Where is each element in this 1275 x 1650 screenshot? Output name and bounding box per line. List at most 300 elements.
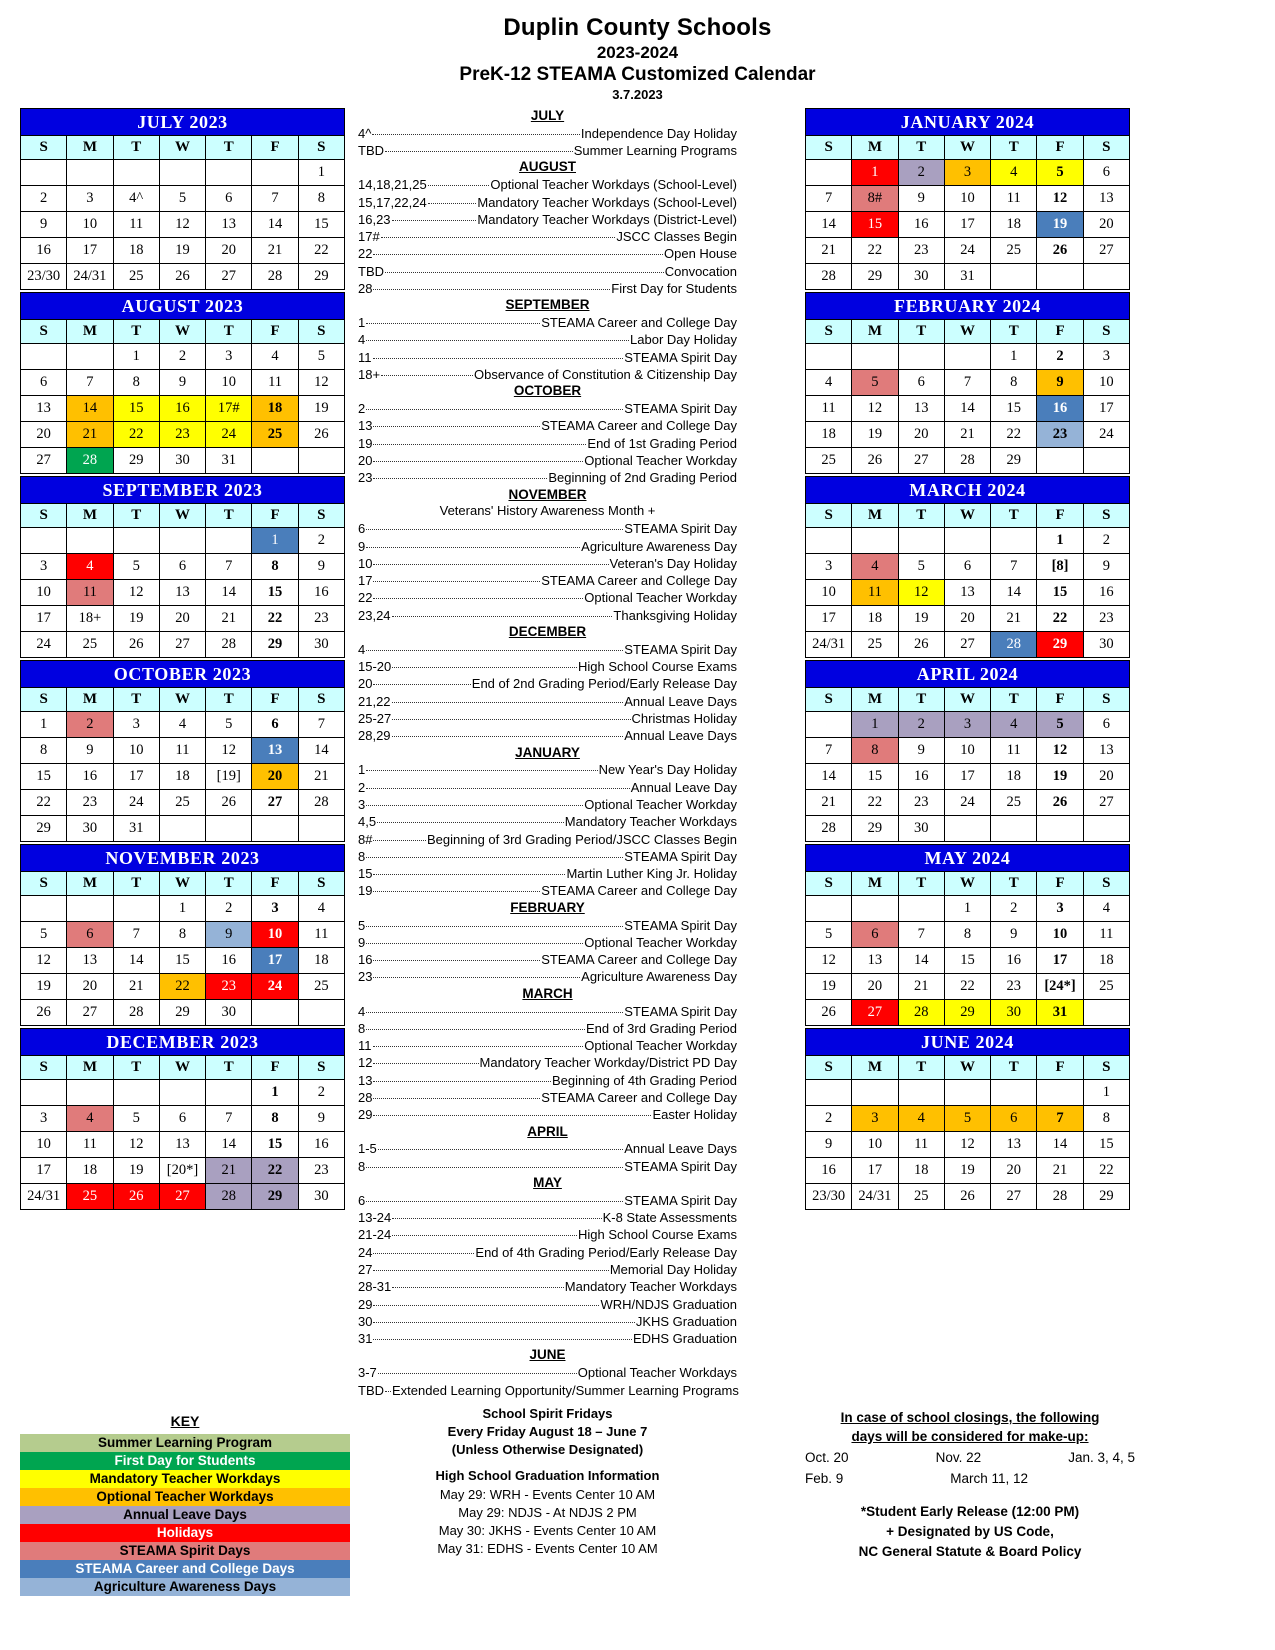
day-cell[interactable]: 31 (113, 816, 159, 842)
day-cell[interactable]: 29 (944, 1000, 990, 1026)
day-cell[interactable]: 21 (298, 764, 344, 790)
day-cell[interactable]: 2 (298, 1080, 344, 1106)
day-cell[interactable]: 23/30 (21, 264, 67, 290)
day-cell[interactable]: 29 (21, 816, 67, 842)
day-cell[interactable]: 25 (806, 448, 852, 474)
day-cell[interactable]: 15 (944, 948, 990, 974)
day-cell[interactable]: 3 (21, 1106, 67, 1132)
day-cell[interactable]: 10 (67, 212, 113, 238)
day-cell[interactable]: 11 (67, 580, 113, 606)
day-cell[interactable]: 14 (113, 948, 159, 974)
day-cell[interactable]: 14 (206, 1132, 252, 1158)
day-cell[interactable]: 25 (898, 1184, 944, 1210)
day-cell[interactable]: 10 (21, 580, 67, 606)
day-cell[interactable]: 4 (852, 554, 898, 580)
day-cell[interactable]: 24/31 (67, 264, 113, 290)
day-cell[interactable]: 27 (67, 1000, 113, 1026)
day-cell[interactable]: 23 (159, 422, 205, 448)
day-cell[interactable]: 21 (806, 790, 852, 816)
day-cell[interactable]: 24 (944, 790, 990, 816)
day-cell[interactable]: 4 (67, 554, 113, 580)
day-cell[interactable]: 9 (991, 922, 1037, 948)
day-cell[interactable]: 1 (852, 712, 898, 738)
day-cell[interactable]: 28 (1037, 1184, 1083, 1210)
day-cell[interactable]: 25 (991, 238, 1037, 264)
day-cell[interactable]: 13 (159, 1132, 205, 1158)
day-cell[interactable]: 13 (1083, 738, 1129, 764)
day-cell[interactable]: 31 (1037, 1000, 1083, 1026)
day-cell[interactable]: 22 (252, 1158, 298, 1184)
day-cell[interactable]: 14 (944, 396, 990, 422)
day-cell[interactable]: 3 (206, 344, 252, 370)
day-cell[interactable]: 28 (806, 264, 852, 290)
day-cell[interactable]: 3 (252, 896, 298, 922)
day-cell[interactable]: 10 (113, 738, 159, 764)
day-cell[interactable]: 14 (298, 738, 344, 764)
day-cell[interactable]: 8 (1083, 1106, 1129, 1132)
day-cell[interactable]: 4 (159, 712, 205, 738)
day-cell[interactable]: 19 (21, 974, 67, 1000)
day-cell[interactable]: 24/31 (806, 632, 852, 658)
day-cell[interactable]: 18 (852, 606, 898, 632)
day-cell[interactable]: 23 (898, 790, 944, 816)
day-cell[interactable]: 31 (944, 264, 990, 290)
day-cell[interactable]: 7 (806, 738, 852, 764)
day-cell[interactable]: 21 (113, 974, 159, 1000)
day-cell[interactable]: 1 (252, 1080, 298, 1106)
day-cell[interactable]: 23/30 (806, 1184, 852, 1210)
day-cell[interactable]: 25 (298, 974, 344, 1000)
day-cell[interactable]: 16 (1037, 396, 1083, 422)
day-cell[interactable]: 7 (806, 186, 852, 212)
day-cell[interactable]: 26 (898, 632, 944, 658)
day-cell[interactable]: 18 (806, 422, 852, 448)
day-cell[interactable]: 9 (67, 738, 113, 764)
day-cell[interactable]: 12 (21, 948, 67, 974)
day-cell[interactable]: 13 (21, 396, 67, 422)
day-cell[interactable]: 20 (1083, 764, 1129, 790)
day-cell[interactable]: 1 (21, 712, 67, 738)
day-cell[interactable]: 4^ (113, 186, 159, 212)
day-cell[interactable]: 7 (944, 370, 990, 396)
day-cell[interactable]: 26 (21, 1000, 67, 1026)
day-cell[interactable]: 17 (944, 764, 990, 790)
day-cell[interactable]: 26 (852, 448, 898, 474)
day-cell[interactable]: 4 (806, 370, 852, 396)
day-cell[interactable]: 10 (944, 186, 990, 212)
day-cell[interactable]: 6 (944, 554, 990, 580)
day-cell[interactable]: 13 (252, 738, 298, 764)
day-cell[interactable]: 9 (898, 186, 944, 212)
day-cell[interactable]: 7 (298, 712, 344, 738)
day-cell[interactable]: 14 (806, 212, 852, 238)
day-cell[interactable]: 16 (298, 580, 344, 606)
day-cell[interactable]: 7 (252, 186, 298, 212)
day-cell[interactable]: 9 (298, 554, 344, 580)
day-cell[interactable]: 10 (944, 738, 990, 764)
day-cell[interactable]: 23 (1083, 606, 1129, 632)
day-cell[interactable]: 19 (159, 238, 205, 264)
day-cell[interactable]: 30 (898, 264, 944, 290)
day-cell[interactable]: 6 (252, 712, 298, 738)
day-cell[interactable]: 26 (159, 264, 205, 290)
day-cell[interactable]: 10 (1037, 922, 1083, 948)
day-cell[interactable]: 23 (991, 974, 1037, 1000)
day-cell[interactable]: 14 (252, 212, 298, 238)
day-cell[interactable]: 11 (298, 922, 344, 948)
day-cell[interactable]: 24 (21, 632, 67, 658)
day-cell[interactable]: 20 (991, 1158, 1037, 1184)
day-cell[interactable]: 11 (852, 580, 898, 606)
day-cell[interactable]: 21 (944, 422, 990, 448)
day-cell[interactable]: 24/31 (21, 1184, 67, 1210)
day-cell[interactable]: 9 (1037, 370, 1083, 396)
day-cell[interactable]: 17 (252, 948, 298, 974)
day-cell[interactable]: 10 (206, 370, 252, 396)
day-cell[interactable]: 9 (206, 922, 252, 948)
day-cell[interactable]: 22 (944, 974, 990, 1000)
day-cell[interactable]: 14 (806, 764, 852, 790)
day-cell[interactable]: 2 (206, 896, 252, 922)
day-cell[interactable]: 28 (298, 790, 344, 816)
day-cell[interactable]: 28 (206, 1184, 252, 1210)
day-cell[interactable]: 29 (1037, 632, 1083, 658)
day-cell[interactable]: 16 (298, 1132, 344, 1158)
day-cell[interactable]: 15 (21, 764, 67, 790)
day-cell[interactable]: 19 (898, 606, 944, 632)
day-cell[interactable]: 27 (159, 632, 205, 658)
day-cell[interactable]: 13 (991, 1132, 1037, 1158)
day-cell[interactable]: 20 (898, 422, 944, 448)
day-cell[interactable]: 1 (1037, 528, 1083, 554)
day-cell[interactable]: 5 (159, 186, 205, 212)
day-cell[interactable]: 3 (1037, 896, 1083, 922)
day-cell[interactable]: 6 (1083, 712, 1129, 738)
day-cell[interactable]: 19 (113, 606, 159, 632)
day-cell[interactable]: 12 (1037, 186, 1083, 212)
day-cell[interactable]: 10 (1083, 370, 1129, 396)
day-cell[interactable]: 7 (67, 370, 113, 396)
day-cell[interactable]: 17 (806, 606, 852, 632)
day-cell[interactable]: 9 (21, 212, 67, 238)
day-cell[interactable]: 10 (852, 1132, 898, 1158)
day-cell[interactable]: 2 (67, 712, 113, 738)
day-cell[interactable]: 5 (1037, 712, 1083, 738)
day-cell[interactable]: 28 (252, 264, 298, 290)
day-cell[interactable]: 20 (852, 974, 898, 1000)
day-cell[interactable]: 25 (852, 632, 898, 658)
day-cell[interactable]: 13 (852, 948, 898, 974)
day-cell[interactable]: 17 (1037, 948, 1083, 974)
day-cell[interactable]: 14 (67, 396, 113, 422)
day-cell[interactable]: 5 (898, 554, 944, 580)
day-cell[interactable]: 26 (113, 632, 159, 658)
day-cell[interactable]: 30 (159, 448, 205, 474)
day-cell[interactable]: 27 (21, 448, 67, 474)
day-cell[interactable]: 3 (944, 712, 990, 738)
day-cell[interactable]: 18 (67, 1158, 113, 1184)
day-cell[interactable]: 5 (298, 344, 344, 370)
day-cell[interactable]: 16 (159, 396, 205, 422)
day-cell[interactable]: 27 (252, 790, 298, 816)
day-cell[interactable]: 28 (991, 632, 1037, 658)
day-cell[interactable]: 31 (206, 448, 252, 474)
day-cell[interactable]: 13 (1083, 186, 1129, 212)
day-cell[interactable]: 21 (252, 238, 298, 264)
day-cell[interactable]: 26 (206, 790, 252, 816)
day-cell[interactable]: 25 (113, 264, 159, 290)
day-cell[interactable]: 16 (898, 212, 944, 238)
day-cell[interactable]: 19 (944, 1158, 990, 1184)
day-cell[interactable]: 1 (1083, 1080, 1129, 1106)
day-cell[interactable]: 21 (991, 606, 1037, 632)
day-cell[interactable]: 18+ (67, 606, 113, 632)
day-cell[interactable]: 18 (991, 764, 1037, 790)
day-cell[interactable]: 7 (206, 554, 252, 580)
day-cell[interactable]: 21 (1037, 1158, 1083, 1184)
day-cell[interactable]: 23 (67, 790, 113, 816)
day-cell[interactable]: 2 (21, 186, 67, 212)
day-cell[interactable]: 30 (67, 816, 113, 842)
day-cell[interactable]: 22 (298, 238, 344, 264)
day-cell[interactable]: 7 (898, 922, 944, 948)
day-cell[interactable]: 27 (1083, 238, 1129, 264)
day-cell[interactable]: 22 (1037, 606, 1083, 632)
day-cell[interactable]: 13 (206, 212, 252, 238)
day-cell[interactable]: 3 (944, 160, 990, 186)
day-cell[interactable]: 18 (898, 1158, 944, 1184)
day-cell[interactable]: 12 (159, 212, 205, 238)
day-cell[interactable]: 1 (944, 896, 990, 922)
day-cell[interactable]: 29 (1083, 1184, 1129, 1210)
day-cell[interactable]: 26 (113, 1184, 159, 1210)
day-cell[interactable]: 29 (991, 448, 1037, 474)
day-cell[interactable]: 10 (21, 1132, 67, 1158)
day-cell[interactable]: 8 (852, 738, 898, 764)
day-cell[interactable]: 6 (67, 922, 113, 948)
day-cell[interactable]: 5 (852, 370, 898, 396)
day-cell[interactable]: 22 (252, 606, 298, 632)
day-cell[interactable]: 8 (252, 1106, 298, 1132)
day-cell[interactable]: 7 (206, 1106, 252, 1132)
day-cell[interactable]: 5 (113, 554, 159, 580)
day-cell[interactable]: 11 (898, 1132, 944, 1158)
day-cell[interactable]: 21 (67, 422, 113, 448)
day-cell[interactable]: 16 (67, 764, 113, 790)
day-cell[interactable]: 11 (67, 1132, 113, 1158)
day-cell[interactable]: 25 (991, 790, 1037, 816)
day-cell[interactable]: 17# (206, 396, 252, 422)
day-cell[interactable]: 26 (806, 1000, 852, 1026)
day-cell[interactable]: 3 (113, 712, 159, 738)
day-cell[interactable]: 15 (252, 1132, 298, 1158)
day-cell[interactable]: 27 (206, 264, 252, 290)
day-cell[interactable]: 12 (298, 370, 344, 396)
day-cell[interactable]: 17 (113, 764, 159, 790)
day-cell[interactable]: 29 (113, 448, 159, 474)
day-cell[interactable]: 20 (21, 422, 67, 448)
day-cell[interactable]: 8 (944, 922, 990, 948)
day-cell[interactable]: 27 (1083, 790, 1129, 816)
day-cell[interactable]: 15 (1083, 1132, 1129, 1158)
day-cell[interactable]: 16 (1083, 580, 1129, 606)
day-cell[interactable]: 19 (1037, 764, 1083, 790)
day-cell[interactable]: 28 (67, 448, 113, 474)
day-cell[interactable]: 22 (991, 422, 1037, 448)
day-cell[interactable]: 25 (67, 1184, 113, 1210)
day-cell[interactable]: 22 (21, 790, 67, 816)
day-cell[interactable]: 6 (206, 186, 252, 212)
day-cell[interactable]: 17 (21, 1158, 67, 1184)
day-cell[interactable]: 28 (944, 448, 990, 474)
day-cell[interactable]: 12 (944, 1132, 990, 1158)
day-cell[interactable]: 4 (898, 1106, 944, 1132)
day-cell[interactable]: 12 (806, 948, 852, 974)
day-cell[interactable]: 11 (113, 212, 159, 238)
day-cell[interactable]: 1 (852, 160, 898, 186)
day-cell[interactable]: 28 (806, 816, 852, 842)
day-cell[interactable]: 5 (1037, 160, 1083, 186)
day-cell[interactable]: 8 (159, 922, 205, 948)
day-cell[interactable]: 14 (991, 580, 1037, 606)
day-cell[interactable]: 5 (113, 1106, 159, 1132)
day-cell[interactable]: 19 (113, 1158, 159, 1184)
day-cell[interactable]: 24 (113, 790, 159, 816)
day-cell[interactable]: 8 (113, 370, 159, 396)
day-cell[interactable]: 30 (1083, 632, 1129, 658)
day-cell[interactable]: 4 (991, 712, 1037, 738)
day-cell[interactable]: 18 (1083, 948, 1129, 974)
day-cell[interactable]: 6 (159, 1106, 205, 1132)
day-cell[interactable]: 2 (806, 1106, 852, 1132)
day-cell[interactable]: 2 (298, 528, 344, 554)
day-cell[interactable]: 24 (252, 974, 298, 1000)
day-cell[interactable]: 28 (206, 632, 252, 658)
day-cell[interactable]: 13 (67, 948, 113, 974)
day-cell[interactable]: 26 (1037, 790, 1083, 816)
day-cell[interactable]: 3 (806, 554, 852, 580)
day-cell[interactable]: 29 (159, 1000, 205, 1026)
day-cell[interactable]: 25 (252, 422, 298, 448)
day-cell[interactable]: 9 (159, 370, 205, 396)
day-cell[interactable]: 12 (1037, 738, 1083, 764)
day-cell[interactable]: 8 (991, 370, 1037, 396)
day-cell[interactable]: 9 (806, 1132, 852, 1158)
day-cell[interactable]: 17 (852, 1158, 898, 1184)
day-cell[interactable]: 27 (852, 1000, 898, 1026)
day-cell[interactable]: [19] (206, 764, 252, 790)
day-cell[interactable]: 24 (206, 422, 252, 448)
day-cell[interactable]: 13 (159, 580, 205, 606)
day-cell[interactable]: 24 (944, 238, 990, 264)
day-cell[interactable]: 7 (991, 554, 1037, 580)
day-cell[interactable]: 5 (806, 922, 852, 948)
day-cell[interactable]: 22 (159, 974, 205, 1000)
day-cell[interactable]: 2 (991, 896, 1037, 922)
day-cell[interactable]: 5 (944, 1106, 990, 1132)
day-cell[interactable]: 16 (991, 948, 1037, 974)
day-cell[interactable]: 2 (159, 344, 205, 370)
day-cell[interactable]: 8# (852, 186, 898, 212)
day-cell[interactable]: 13 (898, 396, 944, 422)
day-cell[interactable]: 30 (898, 816, 944, 842)
day-cell[interactable]: 22 (852, 238, 898, 264)
day-cell[interactable]: [8] (1037, 554, 1083, 580)
day-cell[interactable]: 20 (252, 764, 298, 790)
day-cell[interactable]: 25 (159, 790, 205, 816)
day-cell[interactable]: 21 (898, 974, 944, 1000)
day-cell[interactable]: 19 (806, 974, 852, 1000)
day-cell[interactable]: 20 (1083, 212, 1129, 238)
day-cell[interactable]: 7 (1037, 1106, 1083, 1132)
day-cell[interactable]: 17 (67, 238, 113, 264)
day-cell[interactable]: 1 (298, 160, 344, 186)
day-cell[interactable]: 5 (206, 712, 252, 738)
day-cell[interactable]: 11 (806, 396, 852, 422)
day-cell[interactable]: 15 (159, 948, 205, 974)
day-cell[interactable]: 4 (1083, 896, 1129, 922)
day-cell[interactable]: 2 (1037, 344, 1083, 370)
day-cell[interactable]: 15 (252, 580, 298, 606)
day-cell[interactable]: 19 (852, 422, 898, 448)
day-cell[interactable]: 15 (1037, 580, 1083, 606)
day-cell[interactable]: 28 (898, 1000, 944, 1026)
day-cell[interactable]: [20*] (159, 1158, 205, 1184)
day-cell[interactable]: 1 (113, 344, 159, 370)
day-cell[interactable]: 3 (1083, 344, 1129, 370)
day-cell[interactable]: 21 (206, 1158, 252, 1184)
day-cell[interactable]: 19 (298, 396, 344, 422)
day-cell[interactable]: 11 (1083, 922, 1129, 948)
day-cell[interactable]: 20 (67, 974, 113, 1000)
day-cell[interactable]: 11 (991, 186, 1037, 212)
day-cell[interactable]: 25 (67, 632, 113, 658)
day-cell[interactable]: 9 (1083, 554, 1129, 580)
day-cell[interactable]: 21 (206, 606, 252, 632)
day-cell[interactable]: 1 (991, 344, 1037, 370)
day-cell[interactable]: 12 (113, 1132, 159, 1158)
day-cell[interactable]: 3 (852, 1106, 898, 1132)
day-cell[interactable]: 20 (206, 238, 252, 264)
day-cell[interactable]: 29 (252, 632, 298, 658)
day-cell[interactable]: 12 (852, 396, 898, 422)
day-cell[interactable]: 30 (298, 632, 344, 658)
day-cell[interactable]: 6 (1083, 160, 1129, 186)
day-cell[interactable]: 3 (21, 554, 67, 580)
day-cell[interactable]: 12 (113, 580, 159, 606)
day-cell[interactable]: 26 (298, 422, 344, 448)
day-cell[interactable]: 15 (852, 764, 898, 790)
day-cell[interactable]: 24/31 (852, 1184, 898, 1210)
day-cell[interactable]: 14 (206, 580, 252, 606)
day-cell[interactable]: 26 (1037, 238, 1083, 264)
day-cell[interactable]: 8 (252, 554, 298, 580)
day-cell[interactable]: 17 (944, 212, 990, 238)
day-cell[interactable]: [24*] (1037, 974, 1083, 1000)
day-cell[interactable]: 14 (1037, 1132, 1083, 1158)
day-cell[interactable]: 23 (298, 1158, 344, 1184)
day-cell[interactable]: 16 (206, 948, 252, 974)
day-cell[interactable]: 16 (21, 238, 67, 264)
day-cell[interactable]: 4 (298, 896, 344, 922)
day-cell[interactable]: 3 (67, 186, 113, 212)
day-cell[interactable]: 1 (252, 528, 298, 554)
day-cell[interactable]: 16 (898, 764, 944, 790)
day-cell[interactable]: 22 (1083, 1158, 1129, 1184)
day-cell[interactable]: 21 (806, 238, 852, 264)
day-cell[interactable]: 4 (67, 1106, 113, 1132)
day-cell[interactable]: 30 (991, 1000, 1037, 1026)
